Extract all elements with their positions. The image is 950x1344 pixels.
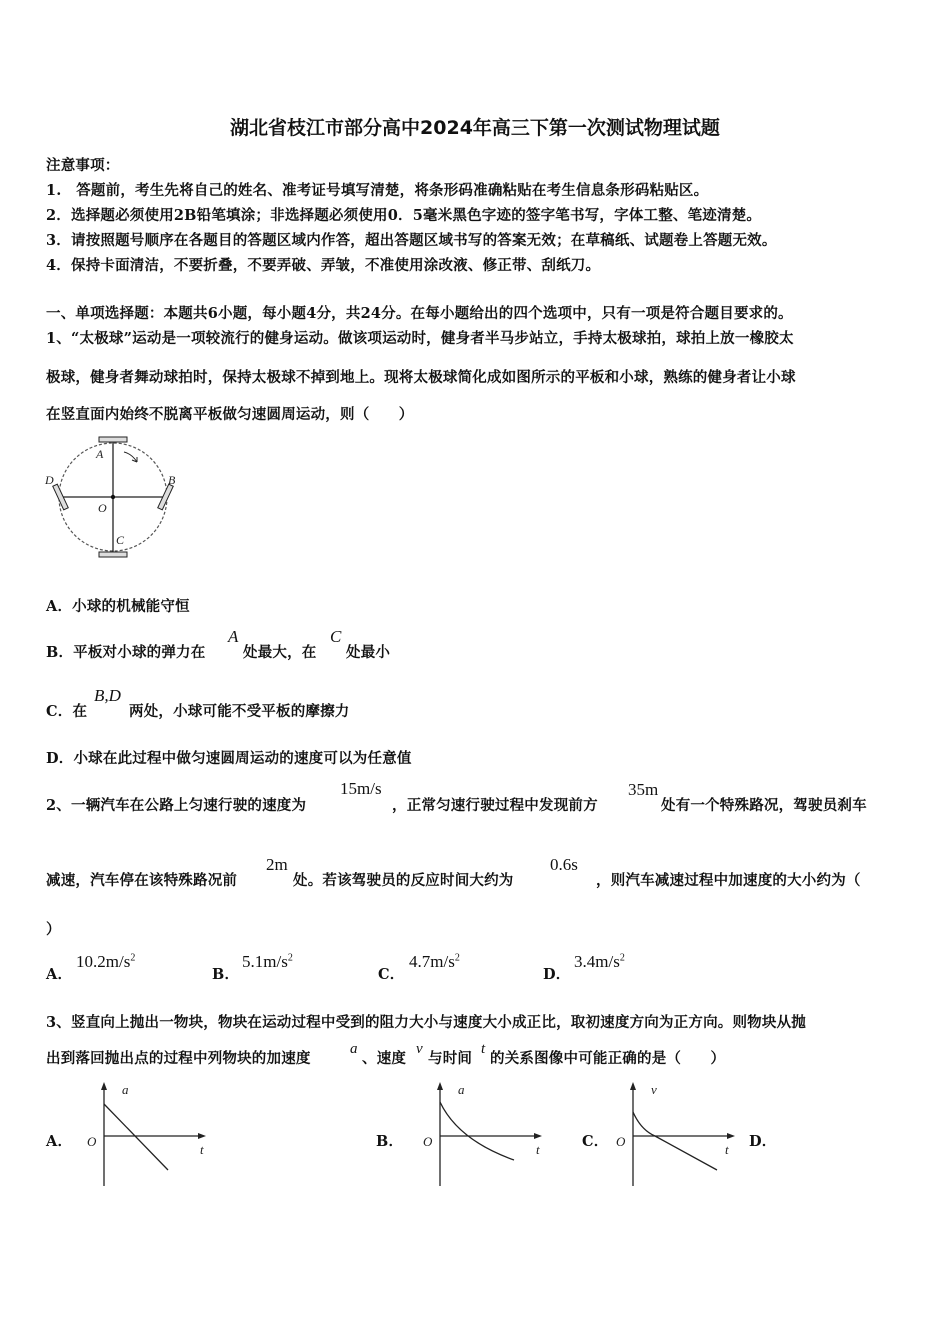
q2-text-6: ，则汽车减速过程中加速度的大小约为（	[596, 872, 861, 889]
q1-option-b-text2: 处最大，在	[243, 644, 317, 661]
graph-a-line	[104, 1104, 168, 1170]
q1-line-3: 在竖直面内始终不脱离平板做匀速圆周运动，则（ ）	[46, 406, 414, 423]
q2-option-a-value: $10.2m/s^2$	[76, 952, 136, 971]
q3-text-3: 与时间	[428, 1050, 473, 1067]
q2-option-c-value: $4.7m/s^2$	[409, 952, 460, 971]
q1-option-b-text1: B．平板对小球的弹力在	[46, 644, 206, 661]
q3-graph-d-label: D．	[749, 1133, 777, 1150]
q2-text-2: ，正常匀速行驶过程中发现前方	[392, 797, 598, 814]
q3-graph-a	[82, 1078, 212, 1190]
graph-b-xlabel: t	[536, 1142, 540, 1157]
graph-c-curve	[633, 1112, 717, 1170]
section-heading: 一、单项选择题：本题共6小题，每小题4分，共24分。在每小题给出的四个选项中，只有一项是符合题目要求的。	[46, 305, 793, 322]
q2-distance-1: 35m	[628, 780, 659, 799]
q2-distance-2: 2m	[266, 855, 288, 874]
graph-c-origin: O	[616, 1134, 626, 1149]
notice-item-2: 2．选择题必须使用2B铅笔填涂；非选择题必须使用0．5毫米黑色字迹的签字笔书写，字体工整、笔迹清楚。	[46, 207, 762, 224]
q3-graph-b	[418, 1078, 548, 1190]
q1-line-1: 1、“太极球”运动是一项较流行的健身运动。做该项运动时，健身者半马步站立，手持太极球拍，球拍上放一橡胶太	[46, 330, 794, 347]
graph-c-xlabel: t	[725, 1142, 729, 1157]
q1-option-d: D．小球在此过程中做匀速圆周运动的速度可以为任意值	[46, 750, 412, 767]
label-c: C	[116, 533, 125, 547]
q2-option-b-value: $5.1m/s^2$	[242, 952, 293, 971]
q2-option-c-label: C．	[378, 966, 405, 983]
graph-b-curve	[440, 1102, 514, 1160]
notice-item-1: 1. 答题前，考生先将自己的姓名、准考证号填写清楚，将条形码准确粘贴在考生信息条形码粘贴区。	[46, 182, 709, 199]
page-title: 湖北省枝江市部分高中2024年高三下第一次测试物理试题	[230, 117, 720, 139]
plate-a	[99, 437, 127, 442]
label-a: A	[96, 447, 104, 461]
graph-a-ylabel: a	[122, 1082, 129, 1097]
q1-option-b-symbol-a: A	[228, 627, 239, 646]
graph-a-origin: O	[87, 1134, 97, 1149]
q2-text-4: 减速，汽车停在该特殊路况前	[46, 872, 238, 889]
q2-option-d-label: D．	[543, 966, 571, 983]
q3-graph-b-label: B．	[376, 1133, 404, 1150]
q1-option-c-text1: C．在	[46, 703, 88, 720]
q3-symbol-v: v	[416, 1041, 423, 1057]
notice-item-3: 3．请按照题号顺序在各题目的答题区域内作答，超出答题区域书写的答案无效；在草稿纸、试题卷上答题无效。	[46, 232, 777, 249]
q2-option-a-label: A．	[46, 966, 73, 983]
q3-graph-c-label: C．	[582, 1133, 609, 1150]
label-d: D	[45, 473, 54, 487]
plate-c	[99, 552, 127, 557]
notice-heading: 注意事项：	[46, 157, 120, 174]
q1-option-a: A．小球的机械能守恒	[46, 598, 190, 615]
q1-option-c-symbol-bd: B,D	[94, 686, 121, 705]
q3-symbol-a: a	[350, 1041, 358, 1057]
q2-reaction-time: 0.6s	[550, 855, 578, 874]
q2-text-3: 处有一个特殊路况，驾驶员刹车	[661, 797, 867, 814]
q3-graph-c	[611, 1078, 741, 1190]
q3-graph-a-label: A．	[46, 1133, 73, 1150]
q3-text-1: 出到落回抛出点的过程中列物块的加速度	[46, 1050, 311, 1067]
q3-text-2: 、速度	[362, 1050, 407, 1067]
graph-a-xlabel: t	[200, 1142, 204, 1157]
taiji-ball-figure	[40, 432, 190, 562]
graph-b-origin: O	[423, 1134, 433, 1149]
q2-option-b-label: B．	[212, 966, 240, 983]
q3-text-4: 的关系图像中可能正确的是（ ）	[490, 1050, 726, 1067]
q1-option-b-symbol-c: C	[330, 627, 342, 646]
graph-c-ylabel: v	[651, 1082, 657, 1097]
rotation-arrow-icon	[124, 452, 137, 462]
q3-line-1: 3、竖直向上抛出一物块，物块在运动过程中受到的阻力大小与速度大小成正比，取初速度方向为正方向。则物块从抛	[46, 1014, 806, 1031]
notice-item-4: 4．保持卡面清洁，不要折叠，不要弄破、弄皱，不准使用涂改液、修正带、刮纸刀。	[46, 257, 601, 274]
graph-b-ylabel: a	[458, 1082, 465, 1097]
q1-option-c-text2: 两处，小球可能不受平板的摩擦力	[129, 703, 350, 720]
q2-option-d-value: $3.4m/s^2$	[574, 952, 625, 971]
q3-symbol-t: t	[481, 1041, 486, 1057]
q2-text-5: 处。若该驾驶员的反应时间大约为	[293, 872, 514, 889]
q2-text-7: ）	[46, 921, 61, 938]
q1-option-b-text3: 处最小	[346, 644, 391, 661]
q2-speed: 15m/s	[340, 779, 382, 798]
label-o: O	[98, 501, 107, 515]
q2-text-1: 2、一辆汽车在公路上匀速行驶的速度为	[46, 797, 307, 814]
q1-line-2: 极球，健身者舞动球拍时，保持太极球不掉到地上。现将太极球简化成如图所示的平板和小球，熟练的健身者让小球	[46, 369, 796, 386]
label-b: B	[168, 473, 176, 487]
center-dot	[111, 495, 115, 499]
